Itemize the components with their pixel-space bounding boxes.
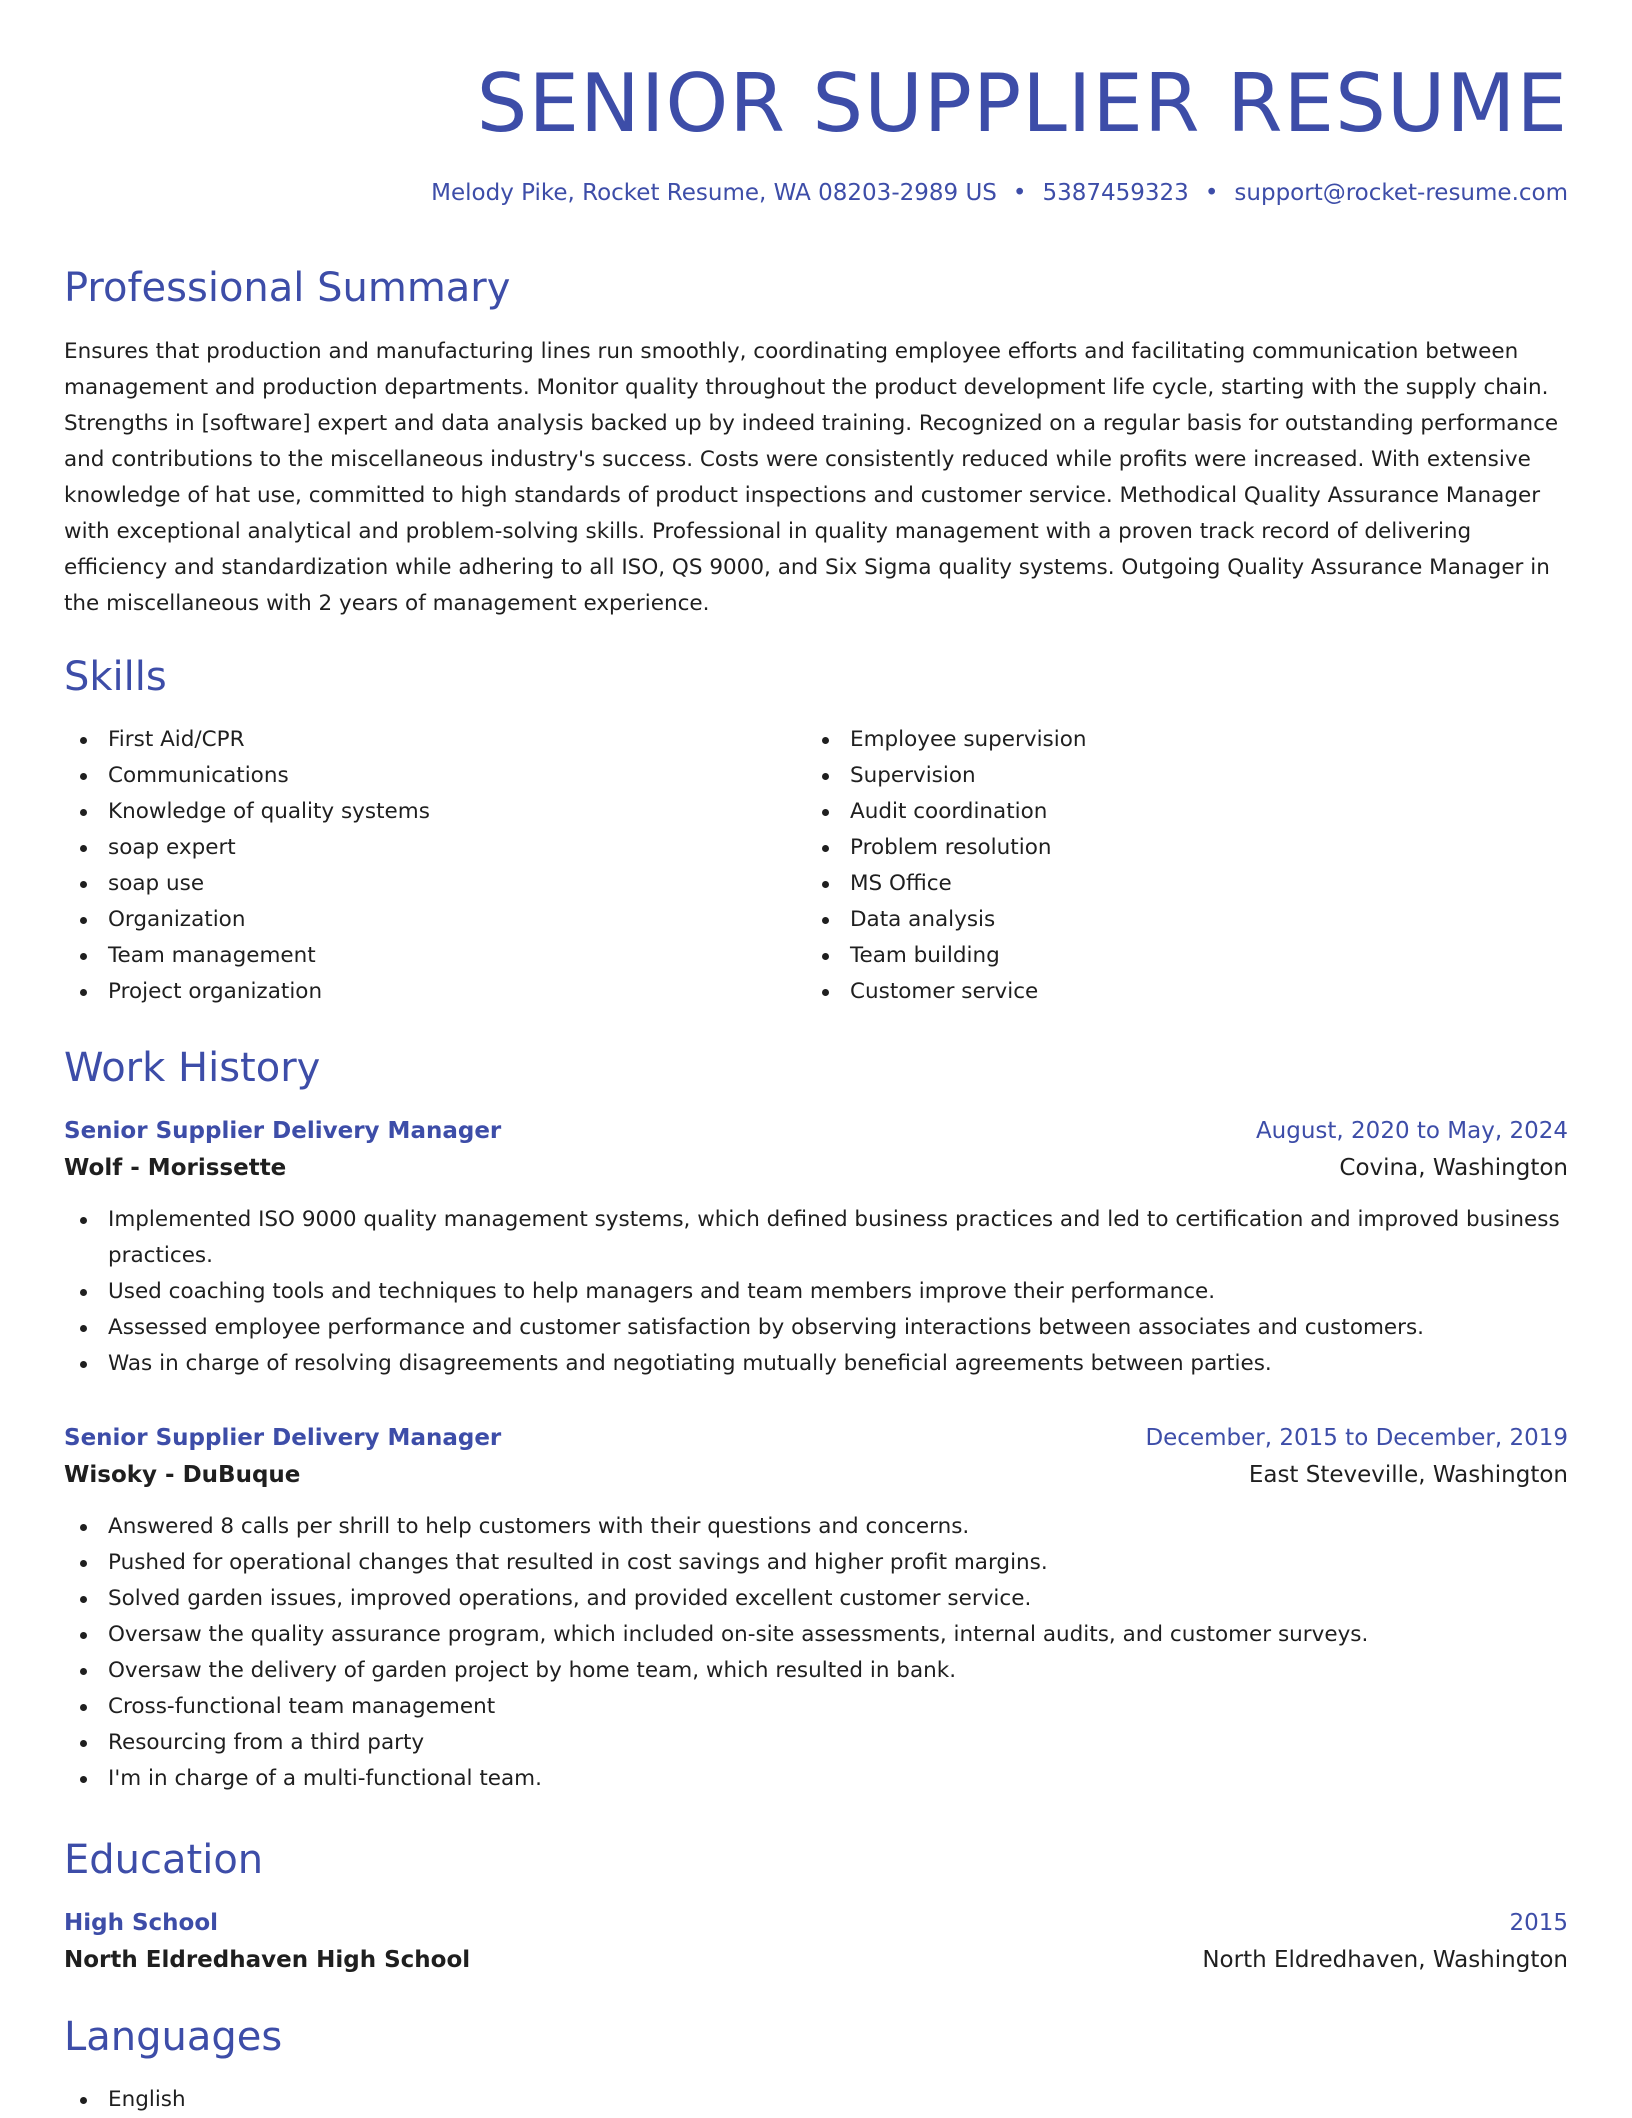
skill-item: Data analysis bbox=[806, 902, 1548, 938]
contact-separator: • bbox=[1012, 180, 1027, 206]
contact-email[interactable]: support@rocket-resume.com bbox=[1234, 180, 1568, 206]
job-location: Covina, Washington bbox=[1339, 1155, 1568, 1181]
skill-item: Problem resolution bbox=[806, 830, 1548, 866]
job-bullet: Assessed employee performance and customer satisfaction by observing interactions between associates and customers. bbox=[64, 1310, 1568, 1346]
education-degree: High School bbox=[64, 1910, 219, 1936]
job-bullet: Cross-functional team management bbox=[64, 1689, 1568, 1725]
skill-item: Knowledge of quality systems bbox=[64, 794, 806, 830]
resume-page bbox=[64, 0, 1568, 2112]
job-role: Senior Supplier Delivery Manager bbox=[64, 1118, 502, 1144]
job-bullet: Pushed for operational changes that resulted in cost savings and higher profit margins. bbox=[64, 1545, 1568, 1581]
contact-address: Melody Pike, Rocket Resume, WA 08203-2989 US bbox=[431, 180, 997, 206]
job-location: East Steveville, Washington bbox=[1248, 1462, 1568, 1488]
skills-grid bbox=[64, 722, 1568, 1010]
resume-title: SENIOR SUPPLIER RESUME bbox=[476, 57, 1568, 150]
job-employer: Wisoky - DuBuque bbox=[64, 1462, 301, 1488]
job-bullet: Solved garden issues, improved operations, and provided excellent customer service. bbox=[64, 1581, 1568, 1617]
section-heading-skills: Skills bbox=[64, 654, 167, 700]
languages-list bbox=[64, 2082, 1568, 2118]
summary-text: Ensures that production and manufacturing lines run smoothly, coordinating employee efforts and facilitating communication between management and production departments. Monitor quality throughout the product development life cycle, starting with the supply chain. Strengths in [software] expert and data analysis backed up by indeed training. Recognized on a regular basis for outstanding performance and contributions to the miscellaneous industry's success. Costs were consistently reduced while profits were increased. With extensive knowledge of hat use, committed to high standards of product inspections and customer service. Methodical Quality Assurance Manager with exceptional analytical and problem-solving skills. Professional in quality management with a proven track record of delivering efficiency and standardization while adhering to all ISO, QS 9000, and Six Sigma quality systems. Outgoing Quality Assurance Manager in the miscellaneous with 2 years of management experience. bbox=[64, 339, 1559, 616]
section-heading-languages: Languages bbox=[64, 2014, 283, 2060]
job-entry bbox=[64, 1420, 1568, 1797]
skill-item: Audit coordination bbox=[806, 794, 1548, 830]
education-year: 2015 bbox=[1509, 1910, 1568, 1936]
skill-item: Team building bbox=[806, 938, 1548, 974]
skill-item: First Aid/CPR bbox=[64, 722, 806, 758]
skill-item: Supervision bbox=[806, 758, 1548, 794]
job-role: Senior Supplier Delivery Manager bbox=[64, 1425, 502, 1451]
contact-phone: 5387459323 bbox=[1042, 180, 1189, 206]
section-heading-education: Education bbox=[64, 1837, 264, 1883]
job-bullets bbox=[64, 1509, 1568, 1797]
education-school: North Eldredhaven High School bbox=[64, 1947, 471, 1973]
job-bullet: I'm in charge of a multi-functional team. bbox=[64, 1761, 1568, 1797]
skill-item: Customer service bbox=[806, 974, 1548, 1010]
job-bullet: Oversaw the quality assurance program, which included on-site assessments, internal audits, and customer surveys. bbox=[64, 1617, 1568, 1653]
job-bullet: Resourcing from a third party bbox=[64, 1725, 1568, 1761]
education-entry bbox=[64, 1905, 1568, 1979]
job-employer-row bbox=[64, 1456, 1568, 1494]
skills-list-left bbox=[64, 722, 806, 1010]
job-bullet: Used coaching tools and techniques to help managers and team members improve their performance. bbox=[64, 1274, 1568, 1310]
skills-list-right bbox=[806, 722, 1548, 1010]
skill-item: Team management bbox=[64, 938, 806, 974]
skill-item: Organization bbox=[64, 902, 806, 938]
job-bullet: Oversaw the delivery of garden project by home team, which resulted in bank. bbox=[64, 1653, 1568, 1689]
contact-separator: • bbox=[1204, 180, 1219, 206]
section-heading-work-history: Work History bbox=[64, 1045, 321, 1091]
education-header-row bbox=[64, 1905, 1568, 1941]
skill-item: soap use bbox=[64, 866, 806, 902]
language-item: English bbox=[64, 2082, 1568, 2118]
job-bullet: Implemented ISO 9000 quality management systems, which defined business practices and led to certification and improved business practices. bbox=[64, 1202, 1568, 1274]
education-location: North Eldredhaven, Washington bbox=[1202, 1947, 1568, 1973]
job-header-row bbox=[64, 1420, 1568, 1456]
job-header-row bbox=[64, 1113, 1568, 1149]
job-entry bbox=[64, 1113, 1568, 1382]
skill-item: MS Office bbox=[806, 866, 1548, 902]
job-bullet: Was in charge of resolving disagreements and negotiating mutually beneficial agreements between parties. bbox=[64, 1346, 1568, 1382]
skill-item: Employee supervision bbox=[806, 722, 1548, 758]
job-employer: Wolf - Morissette bbox=[64, 1155, 287, 1181]
education-school-row bbox=[64, 1941, 1568, 1979]
job-dates: December, 2015 to December, 2019 bbox=[1145, 1425, 1568, 1451]
skill-item: Project organization bbox=[64, 974, 806, 1010]
job-dates: August, 2020 to May, 2024 bbox=[1255, 1118, 1568, 1144]
contact-line bbox=[64, 178, 1568, 208]
skill-item: Communications bbox=[64, 758, 806, 794]
section-heading-summary: Professional Summary bbox=[64, 265, 511, 311]
job-employer-row bbox=[64, 1149, 1568, 1187]
skill-item: soap expert bbox=[64, 830, 806, 866]
job-bullets bbox=[64, 1202, 1568, 1382]
job-bullet: Answered 8 calls per shrill to help customers with their questions and concerns. bbox=[64, 1509, 1568, 1545]
